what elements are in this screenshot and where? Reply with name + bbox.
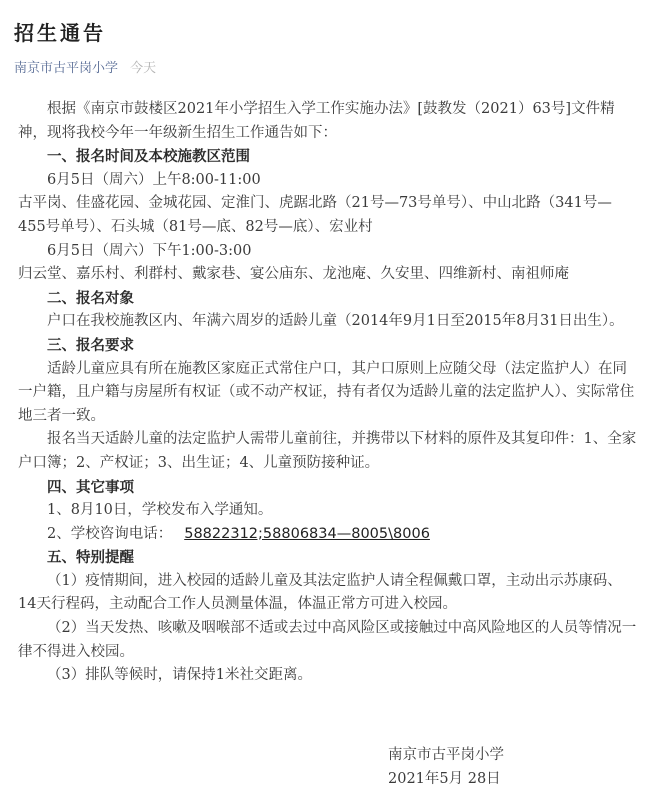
publish-date: 今天 [130,61,157,76]
section-5-item-2: （2）当天发热、咳嗽及咽喉部不适或去过中高风险区或接触过中高风险地区的人员等情况一律不得进入校园。 [18,620,637,660]
phone-label: 2、学校咨询电话： [47,525,173,542]
intro-paragraph: 根据《南京市鼓楼区2021年小学招生入学工作实施办法》[鼓教发（2021）63号]文件精神，现将我校今年一年级新生招生工作通告如下： [18,101,615,141]
section-5-heading: 五、特别提醒 [47,549,134,567]
account-name-link[interactable]: 南京市古平岗小学 [14,61,119,76]
section-3-heading: 三、报名要求 [47,336,134,354]
section-5-item-3: （3）排队等候时，请保持1米社交距离。 [47,667,312,684]
section-5-item-1: （1）疫情期间，进入校园的适龄儿童及其法定监护人请全程佩戴口罩，主动出示苏康码、14天行程码，主动配合工作人员测量体温，体温正常方可进入校园。 [18,572,622,613]
section-4-heading: 四、其它事项 [47,478,134,496]
section-3-text-materials: 报名当天适龄儿童的法定监护人需带儿童前往，并携带以下材料的原件及其复印件：1、全家户口簿；2、产权证；3、出生证；4、儿童预防接种证。 [18,431,637,471]
section-1-area-afternoon: 归云堂、嘉乐村、利群村、戴家巷、宴公庙东、龙池庵、久安里、四维新村、南祖师庵 [18,266,569,283]
signature-date: 2021年5月 28日 [388,770,501,787]
section-1-time-afternoon: 6月5日（周六）下午1:00-3:00 [47,242,252,259]
section-2-heading: 二、报名对象 [47,289,134,307]
signature-org: 南京市古平岗小学 [388,747,504,763]
section-4-item-notice: 1、8月10日，学校发布入学通知。 [47,502,273,519]
section-1-area-morning: 古平岗、佳盛花园、金城花园、定淮门、虎踞北路（21号—73号单号）、中山北路（341号—455号单号）、石头城（81号—底、82号—底）、宏业村 [18,195,612,235]
section-1-time-morning: 6月5日（周六）上午8:00-11:00 [47,171,261,188]
section-4-item-phone [18,523,638,547]
article-body [18,98,638,688]
section-3-text-residence: 适龄儿童应具有所在施教区家庭正式常住户口，其户口原则上应随父母（法定监护人）在同一户籍，且户籍与房屋所有权证（或不动产权证，持有者仅为适龄儿童的法定监护人）、实际常住地三者一致。 [18,360,635,424]
article-title: 招生通告 [14,21,106,45]
section-2-text: 户口在我校施教区内、年满六周岁的适龄儿童（2014年9月1日至2015年8月31日出生）。 [47,313,624,330]
signature-block [388,744,504,791]
article-meta [14,57,156,76]
section-1-heading: 一、报名时间及本校施教区范围 [47,148,250,166]
phone-numbers: 58822312;58806834—8005\8006 [184,525,430,542]
